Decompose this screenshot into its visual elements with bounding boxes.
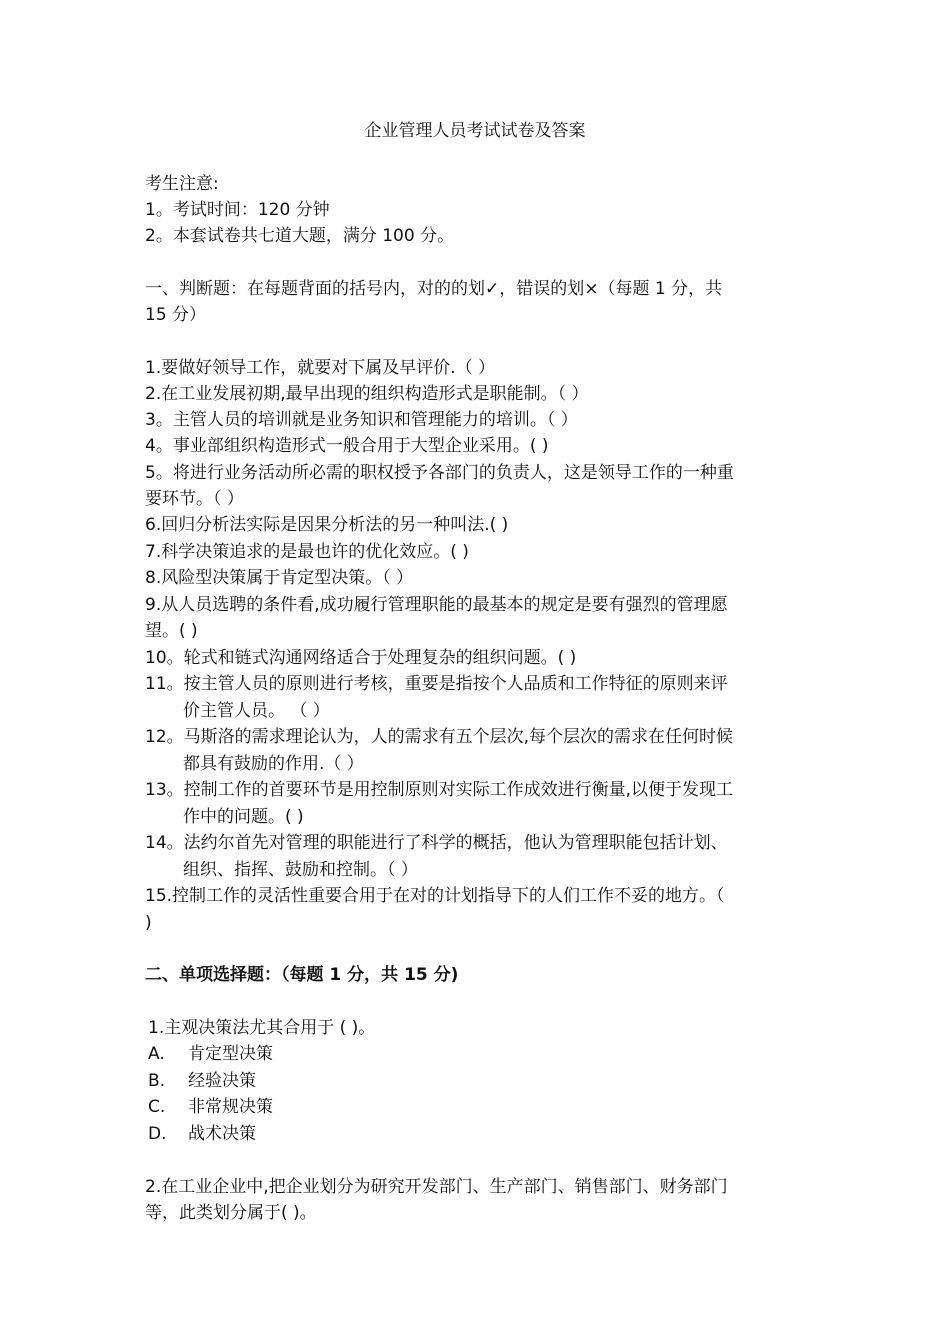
option-text: 非常规决策 — [188, 1097, 273, 1117]
mc-question-2-cont: 等，此类划分属于( )。 — [145, 1203, 317, 1223]
tf-question-7: 7.科学决策追求的是最也许的优化效应。( ) — [145, 542, 469, 562]
mc-question-1: 1.主观决策法尤其合用于 ( )。 — [148, 1018, 376, 1038]
notice-item-time: 1。考试时间：120 分钟 — [145, 200, 330, 220]
tf-question-5-cont: 要环节。（ ） — [145, 489, 244, 509]
tf-question-9: 9.从人员选聘的条件看,成功履行管理职能的最基本的规定是要有强烈的管理愿 — [145, 595, 728, 615]
tf-question-12-cont: 都具有鼓励的作用.（ ） — [183, 754, 364, 774]
tf-question-12: 12。马斯洛的需求理论认为，人的需求有五个层次,每个层次的需求在任何时候 — [145, 727, 734, 747]
section1-heading: 一、判断题：在每题背面的括号内，对的的划✓，错误的划×（每题 1 分，共 — [145, 279, 723, 299]
mc-option-a — [148, 1041, 813, 1067]
option-text: 战术决策 — [188, 1124, 256, 1144]
tf-question-14-cont: 组织、指挥、鼓励和控制。（ ） — [183, 860, 418, 880]
mc-option-d — [148, 1121, 813, 1147]
tf-question-6: 6.回归分析法实际是因果分析法的另一种叫法.( ) — [145, 515, 509, 535]
tf-question-15: 15.控制工作的灵活性重要合用于在对的计划指导下的人们工作不妥的地方。（ — [145, 886, 725, 906]
option-letter: D. — [148, 1124, 167, 1144]
option-text: 经验决策 — [188, 1071, 256, 1091]
tf-question-11: 11。按主管人员的原则进行考核，重要是指按个人品质和工作特征的原则来评 — [145, 674, 728, 694]
option-text: 肯定型决策 — [188, 1044, 273, 1064]
tf-question-13-cont: 作中的问题。( ) — [183, 807, 304, 827]
notice-item-score: 2。本套试卷共七道大题，满分 100 分。 — [145, 226, 455, 246]
tf-question-10: 10。轮式和链式沟通网络适合于处理复杂的组织问题。( ) — [145, 648, 577, 668]
tf-question-11-cont: 价主管人员。 （ ） — [183, 701, 330, 721]
section2-heading: 二、单项选择题：（每题 1 分，共 15 分) — [145, 965, 459, 985]
tf-question-4: 4。事业部组织构造形式一般合用于大型企业采用。( ) — [145, 436, 549, 456]
tf-question-3: 3。主管人员的培训就是业务知识和管理能力的培训。（ ） — [145, 410, 578, 430]
tf-question-14: 14。法约尔首先对管理的职能进行了科学的概括，他认为管理职能包括计划、 — [145, 833, 728, 853]
tf-question-15-cont: ) — [145, 913, 152, 933]
section1-heading-cont: 15 分） — [145, 305, 207, 325]
tf-question-9-cont: 望。( ) — [145, 621, 198, 641]
tf-question-1: 1.要做好领导工作，就要对下属及早评价.（ ） — [145, 358, 496, 378]
notice-heading: 考生注意: — [145, 174, 219, 194]
tf-question-2: 2.在工业发展初期,最早出现的组织构造形式是职能制。（ ） — [145, 384, 589, 404]
mc-option-b — [148, 1068, 813, 1094]
tf-question-8: 8.风险型决策属于肯定型决策。（ ） — [145, 568, 414, 588]
tf-question-5: 5。将进行业务活动所必需的职权授予各部门的负责人，这是领导工作的一种重 — [145, 463, 734, 483]
mc-question-2: 2.在工业企业中,把企业划分为研究开发部门、生产部门、销售部门、财务部门 — [145, 1177, 728, 1197]
tf-question-13: 13。控制工作的首要环节是用控制原则对实际工作成效进行衡量,以便于发现工 — [145, 780, 734, 800]
option-letter: A. — [148, 1044, 165, 1064]
mc-option-c — [148, 1094, 813, 1120]
option-letter: B. — [148, 1071, 166, 1091]
document-title: 企业管理人员考试试卷及答案 — [364, 121, 586, 141]
option-letter: C. — [148, 1097, 166, 1117]
